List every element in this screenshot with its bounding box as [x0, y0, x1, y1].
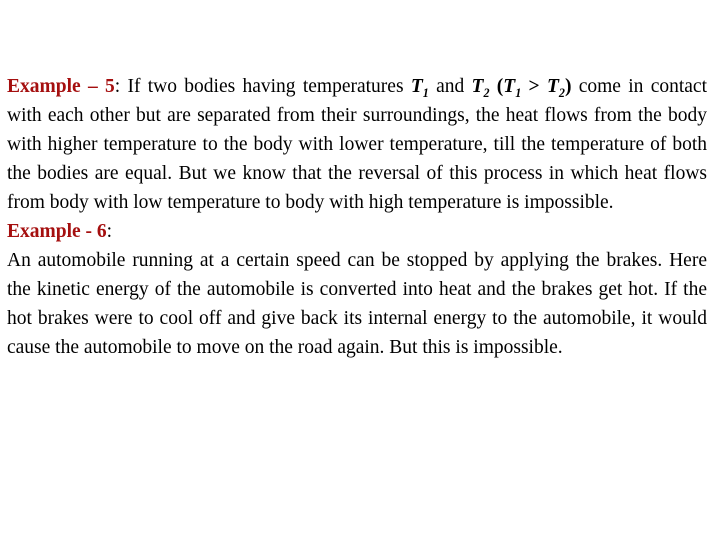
example-5-paragraph: [7, 72, 707, 217]
example-6-heading-line: [7, 217, 707, 246]
example-6-colon: :: [106, 221, 113, 242]
temperature-t2: $T_2$: [471, 76, 490, 100]
slide-content: [7, 72, 707, 362]
example-5-colon: :: [114, 76, 121, 97]
close-paren: ): [564, 76, 572, 97]
example-5-and: and: [428, 76, 472, 97]
comparison-t1: $T_1$: [503, 76, 522, 100]
example-6-heading: Example - 6: [7, 221, 107, 242]
example-5-body: come in contact with each other but are separated from their surroundings, the heat flows from the body with higher temperature to the body with lower temperature, till the temperature of both the bodies are equal. But we know that the reversal of this process in which heat flows from body with low temperature to body with high temperature is impossible.: [7, 76, 708, 213]
example-5-intro: If two bodies having temperatures: [120, 76, 411, 97]
greater-than: >: [521, 76, 547, 97]
comparison-t2: $T_2$: [546, 76, 565, 100]
example-5-heading: Example – 5: [7, 76, 115, 97]
open-paren: (: [489, 76, 504, 97]
temperature-t1: $T_1$: [410, 76, 429, 100]
example-6-paragraph: An automobile running at a certain speed can be stopped by applying the brakes. Here the kinetic energy of the automobile is converted into heat and the brakes get hot. If the hot brakes were to cool off and give back its internal energy to the automobile, it would cause the automobile to move on the road again. But this is impossible.: [7, 250, 707, 358]
